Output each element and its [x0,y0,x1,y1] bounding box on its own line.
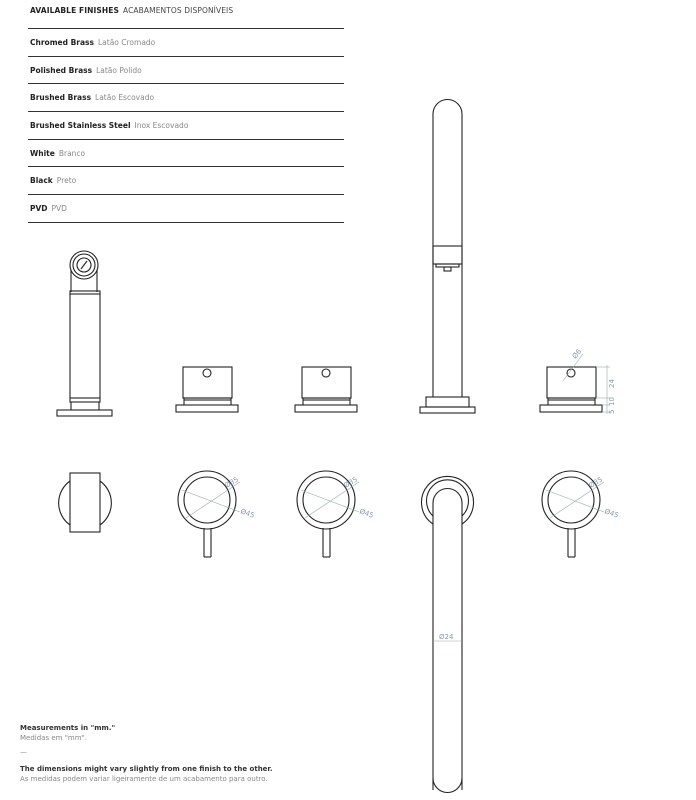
outer-diameter-dimension: Ø45 [358,507,375,520]
finish-item: Brushed Brass Latão Escovado [30,93,155,102]
spout-elevation [420,100,475,414]
outer-diameter-dimension: Ø45 [239,507,256,520]
finish-item: PVD PVD [30,204,67,213]
finish-item: Brushed Stainless Steel Inox Escovado [30,121,189,130]
hand-shower-elevation [57,251,112,416]
spout-diameter-dimension: Ø24 [439,633,454,641]
hand-shower-plan [59,473,112,532]
body-height-dimension: 24 [608,379,616,388]
finish-item: Chromed Brass Latão Cromado [30,38,156,47]
measure-note-pt: Medidas em "mm". [20,734,87,742]
base-height-dimension: 5 [608,409,616,414]
valve-elevation-dimensioned [540,354,610,414]
finish-item: Polished Brass Latão Polido [30,66,142,75]
valve-elevation [295,367,357,412]
finishes-title-pt: ACABAMENTOS DISPONÍVEIS [122,6,234,15]
vary-note-en: The dimensions might vary slightly from one finish to the other. [20,765,273,773]
finish-item: White Branco [30,149,86,158]
collar-height-dimension: 10 [608,397,616,406]
inner-diameter-dimension: Ø35 [587,475,605,490]
valve-elevation [176,367,238,412]
finishes-title-en: AVAILABLE FINISHES [30,6,119,15]
inner-diameter-dimension: Ø35 [223,475,241,490]
vary-note-pt: As medidas podem variar ligeiramente de um acabamento para outro. [20,775,268,783]
finish-item: Black Preto [30,176,77,185]
note-separator: — [20,748,27,756]
inner-diameter-dimension: Ø35 [342,475,360,490]
measure-note-en: Measurements in "mm." [20,724,116,732]
outer-diameter-dimension: Ø45 [603,507,620,520]
hole-dimension: Ø6 [570,347,584,361]
